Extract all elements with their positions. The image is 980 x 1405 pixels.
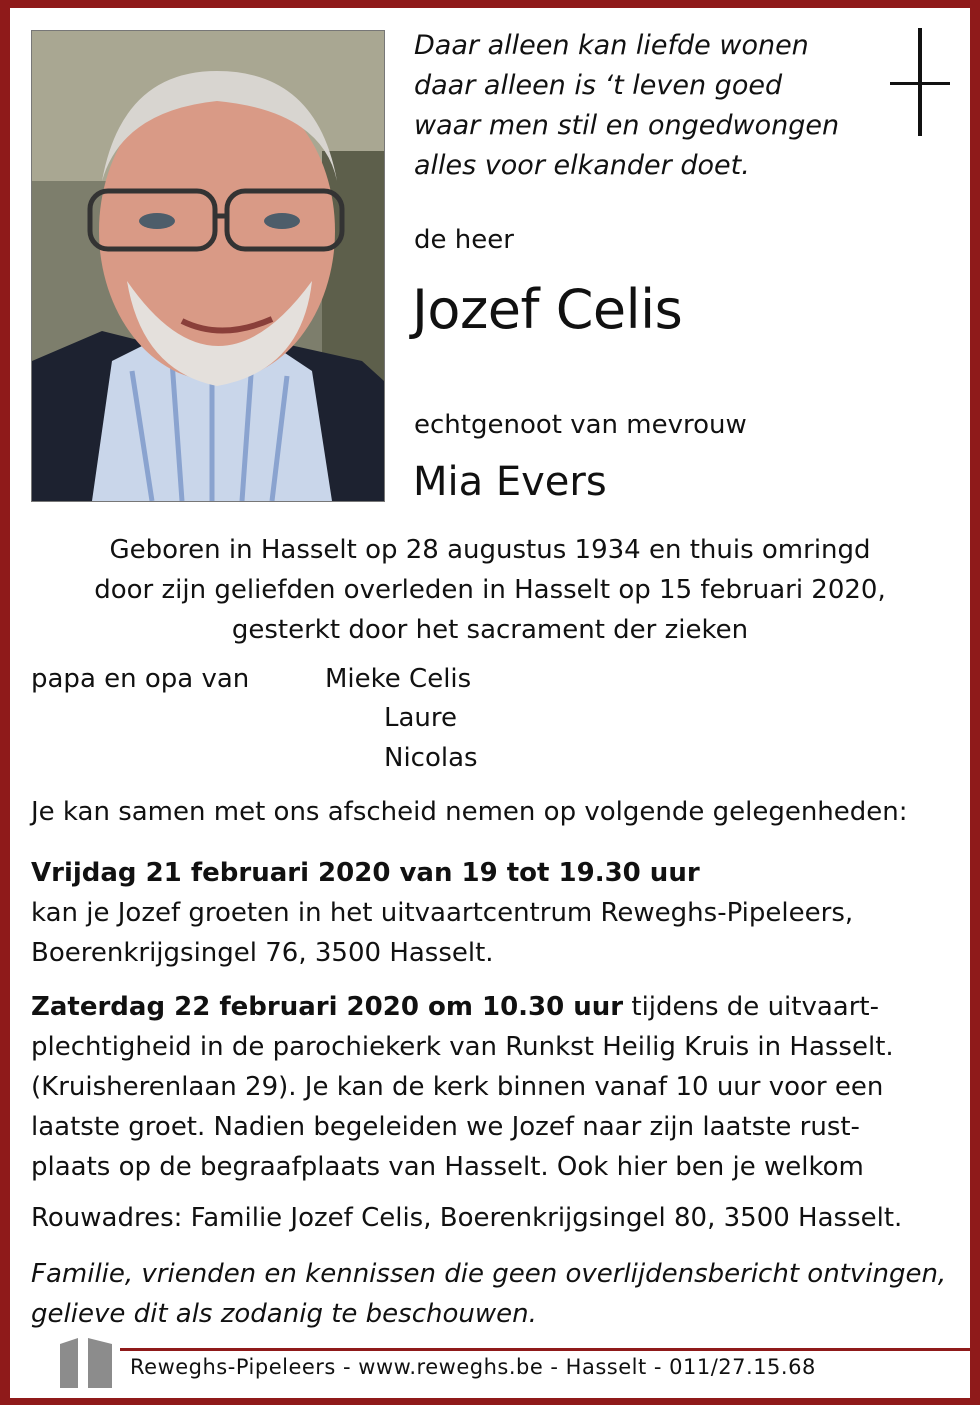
poem-line: daar alleen is ‘t leven goed	[414, 70, 783, 101]
family-label: papa en opa van	[31, 664, 250, 694]
funeral-home-logo-icon	[58, 1334, 114, 1390]
bio-line: door zijn geliefden overleden in Hasselt op 15 februari 2020,	[94, 575, 886, 605]
footer-contact: Reweghs-Pipeleers - www.reweghs.be - Hasselt - 011/27.15.68	[130, 1355, 816, 1379]
bio-line: gesterkt door het sacrament der zieken	[231, 615, 749, 645]
funeral-block	[31, 987, 894, 1187]
frame-right	[970, 0, 980, 1405]
family-member: Laure	[384, 703, 458, 733]
frame-top	[0, 0, 980, 8]
funeral-line: laatste groet. Nadien begeleiden we Jozef naar zijn laatste rust-	[31, 1112, 860, 1142]
funeral-line: plaats op de begraafplaats van Hasselt. Ook hier ben je welkom	[31, 1152, 864, 1182]
frame-bottom	[0, 1398, 980, 1405]
poem	[414, 26, 874, 186]
deceased-title: de heer	[414, 225, 514, 255]
note-line: Familie, vrienden en kennissen die geen overlijdensbericht ontvingen,	[31, 1259, 947, 1289]
poem-line: alles voor elkander doet.	[414, 150, 750, 181]
poem-line: waar men stil en ongedwongen	[414, 110, 840, 141]
mourning-address: Rouwadres: Familie Jozef Celis, Boerenkrijgsingel 80, 3500 Hasselt.	[31, 1203, 903, 1233]
footer-rule	[120, 1348, 970, 1351]
note-line: gelieve dit als zodanig te beschouwen.	[31, 1299, 537, 1329]
visitation-heading: Vrijdag 21 februari 2020 van 19 tot 19.30 uur	[31, 858, 700, 888]
biography	[30, 530, 950, 650]
funeral-line: plechtigheid in de parochiekerk van Runkst Heilig Kruis in Hasselt.	[31, 1032, 894, 1062]
portrait-photo	[31, 30, 385, 502]
funeral-line: (Kruisherenlaan 29). Je kan de kerk binnen vanaf 10 uur voor een	[31, 1072, 884, 1102]
cross-icon	[890, 28, 952, 138]
frame-left	[0, 0, 10, 1405]
visitation-line: kan je Jozef groeten in het uitvaartcentrum Reweghs-Pipeleers,	[31, 898, 854, 928]
visitation-line: Boerenkrijgsingel 76, 3500 Hasselt.	[31, 938, 494, 968]
visitation-block	[31, 853, 853, 973]
farewell-intro: Je kan samen met ons afscheid nemen op volgende gelegenheden:	[31, 797, 908, 827]
relation-label: echtgenoot van mevrouw	[414, 410, 747, 440]
funeral-heading: Zaterdag 22 februari 2020 om 10.30 uur	[31, 992, 624, 1022]
family-member: Mieke Celis	[325, 664, 472, 694]
notice-note	[31, 1254, 946, 1334]
deceased-name: Jozef Celis	[412, 278, 683, 341]
spouse-name: Mia Evers	[413, 459, 607, 505]
family-member: Nicolas	[384, 743, 478, 773]
poem-line: Daar alleen kan liefde wonen	[414, 30, 809, 61]
bio-line: Geboren in Hasselt op 28 augustus 1934 en thuis omringd	[109, 535, 871, 565]
funeral-line: tijdens de uitvaart-	[623, 992, 879, 1022]
